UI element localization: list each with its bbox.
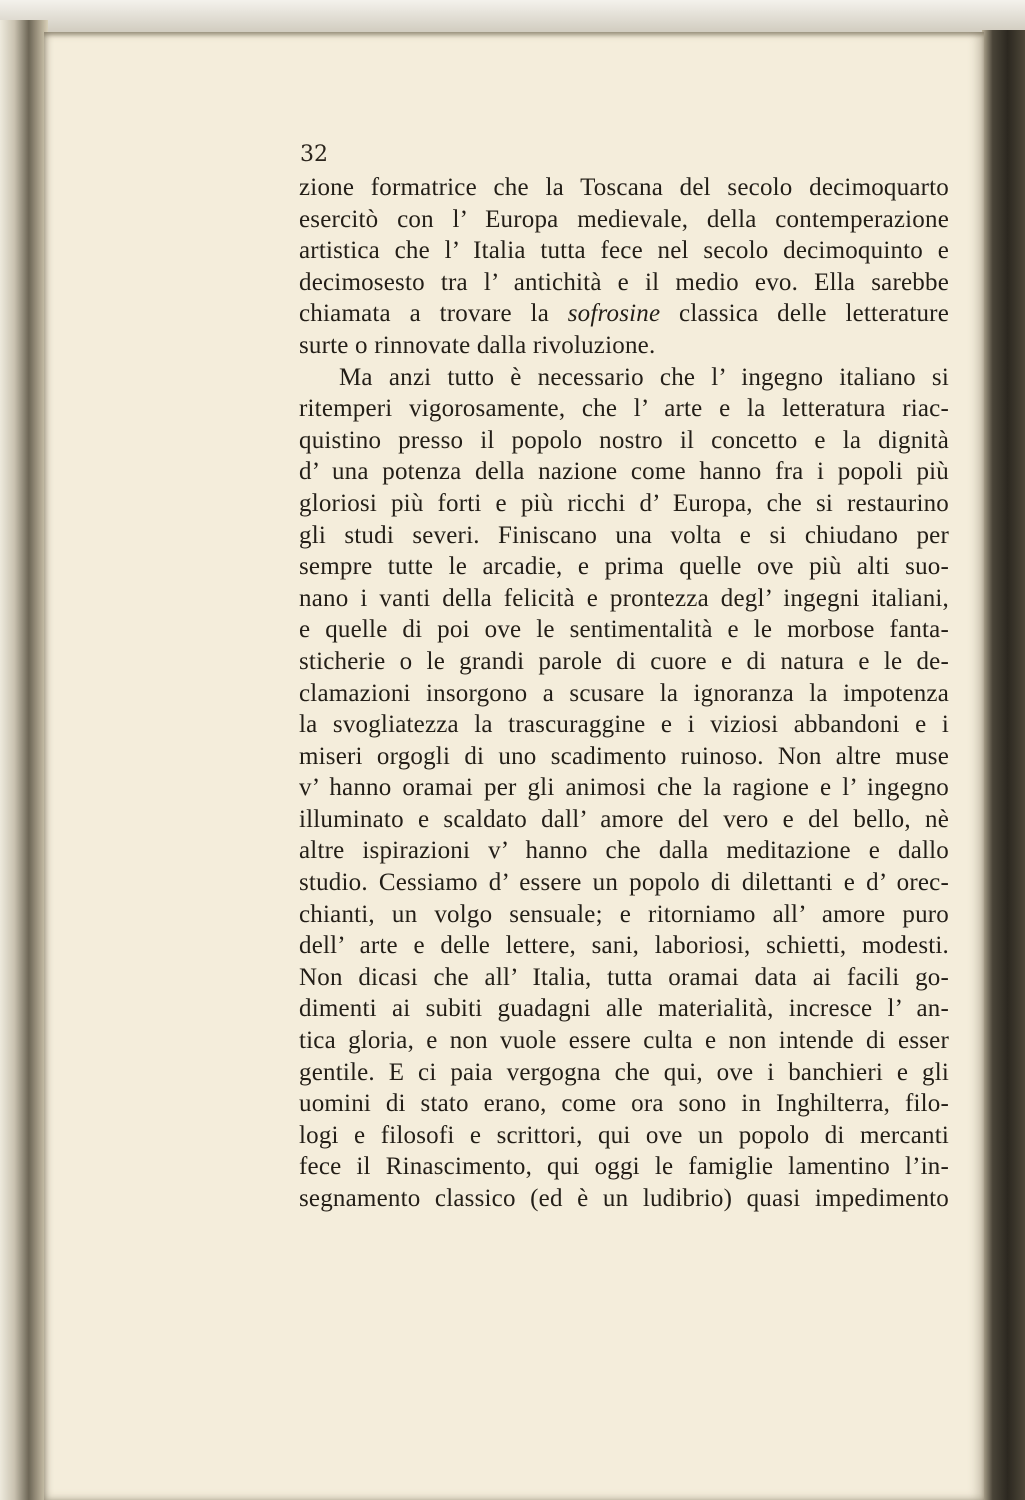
body-text xyxy=(299,172,949,1215)
text-line: uomini di stato erano, come ora sono in Inghilterra, filo- xyxy=(299,1090,949,1118)
text-line: gloriosi più forti e più ricchi d’ Europa, che si restaurino xyxy=(299,489,949,517)
text-line: illuminato e scaldato dall’ amore del vero e del bello, nè xyxy=(299,805,949,833)
book-binding-right xyxy=(982,30,1025,1500)
text-line: Non dicasi che all’ Italia, tutta oramai data ai facili go- xyxy=(299,963,949,991)
text-line: la svogliatezza la trascuraggine e i viziosi abbandoni e i xyxy=(299,711,949,739)
text-line: Ma anzi tutto è necessario che l’ ingegno italiano si xyxy=(339,363,949,391)
text-line: miseri orgogli di uno scadimento ruinoso. Non altre muse xyxy=(299,742,949,770)
text-line: clamazioni insorgono a scusare la ignoranza la impotenza xyxy=(299,679,949,707)
text-segment: chiamata a trovare la xyxy=(299,300,568,328)
text-line: d’ una potenza della nazione come hanno fra i popoli più xyxy=(299,458,949,486)
text-line: esercitò con l’ Europa medievale, della contemperazione xyxy=(299,205,949,233)
text-line: chianti, un volgo sensuale; e ritorniamo all’ amore puro xyxy=(299,900,949,928)
scan-top-margin xyxy=(0,0,1025,34)
text-line: artistica che l’ Italia tutta fece nel secolo decimoquinto e xyxy=(299,237,949,265)
text-line: zione formatrice che la Toscana del secolo decimoquarto xyxy=(299,174,949,201)
text-line: studio. Cessiamo d’ essere un popolo di dilettanti e d’ orec- xyxy=(299,869,949,897)
text-line: dimenti ai subiti guadagni alle materialità, incresce l’ an- xyxy=(299,995,949,1023)
text-line: logi e filosofi e scrittori, qui ove un popolo di mercanti xyxy=(299,1121,949,1149)
text-line: ritemperi vigorosamente, che l’ arte e la letteratura riac- xyxy=(299,395,949,423)
page-number: 32 xyxy=(300,142,328,167)
text-line: surte o rinnovate dalla rivoluzione. xyxy=(299,331,656,359)
text-line: tica gloria, e non vuole essere culta e non intende di esser xyxy=(299,1027,949,1055)
text-line: gli studi severi. Finiscano una volta e si chiudano per xyxy=(299,521,949,549)
text-line: decimosesto tra l’ antichità e il medio evo. Ella sarebbe xyxy=(299,268,949,296)
italic-term: sofrosine xyxy=(567,300,661,328)
book-page-edges-left xyxy=(0,20,48,1500)
text-line: quistino presso il popolo nostro il concetto e la dignità xyxy=(299,426,949,454)
text-line: gentile. E ci paia vergogna che qui, ove i banchieri e gli xyxy=(299,1058,949,1086)
text-line: altre ispirazioni v’ hanno che dalla meditazione e dallo xyxy=(299,837,949,865)
text-line: segnamento classico (ed è un ludibrio) quasi impedimento xyxy=(299,1185,949,1212)
text-line: v’ hanno oramai per gli animosi che la ragione e l’ ingegno xyxy=(299,774,949,802)
text-line: sempre tutte le arcadie, e prima quelle ove più alti suo- xyxy=(299,553,949,581)
text-segment: classica delle letterature xyxy=(660,300,949,328)
text-line: dell’ arte e delle lettere, sani, laboriosi, schietti, modesti. xyxy=(299,932,949,960)
text-line: nano i vanti della felicità e prontezza degl’ ingegni italiani, xyxy=(299,584,949,612)
text-line xyxy=(299,298,949,330)
text-line: fece il Rinascimento, qui oggi le famiglie lamentino l’in- xyxy=(299,1153,949,1181)
text-line: e quelle di poi ove le sentimentalità e le morbose fanta- xyxy=(299,616,949,644)
text-line: sticherie o le grandi parole di cuore e di natura e le de- xyxy=(299,647,949,675)
